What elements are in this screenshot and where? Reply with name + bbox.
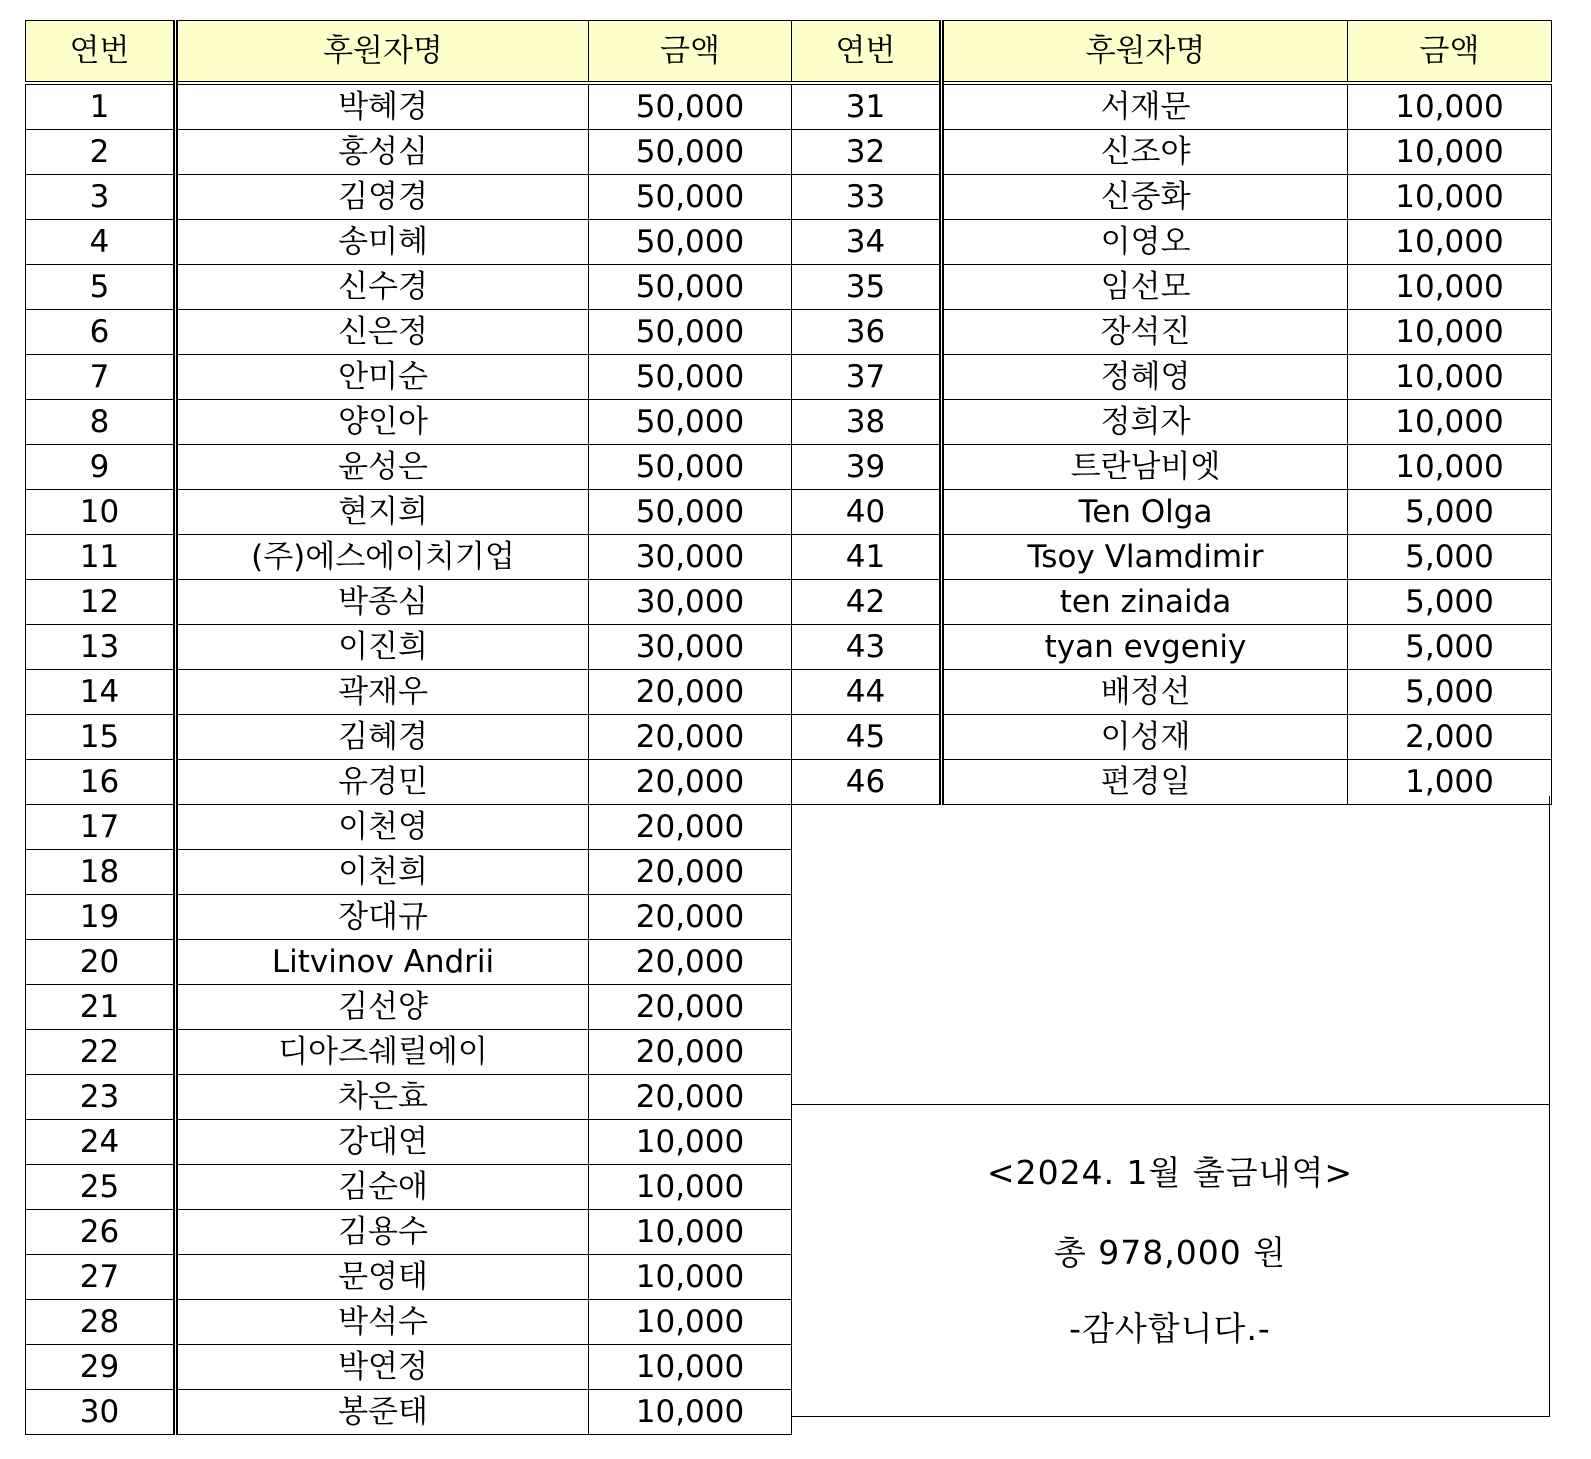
- donor-name-cell: 박혜경: [176, 83, 589, 130]
- table-row: [26, 1390, 792, 1435]
- amount-cell: 50,000: [589, 490, 792, 535]
- donor-name-cell: 윤성은: [176, 445, 589, 490]
- table-row: [792, 310, 1552, 355]
- seq-cell: 5: [26, 265, 176, 310]
- seq-cell: 44: [792, 670, 942, 715]
- amount-cell: 10,000: [1348, 130, 1552, 175]
- donor-name-cell: 장대규: [176, 895, 589, 940]
- donor-name-cell: 차은효: [176, 1075, 589, 1120]
- seq-cell: 26: [26, 1210, 176, 1255]
- seq-cell: 32: [792, 130, 942, 175]
- seq-cell: 23: [26, 1075, 176, 1120]
- seq-cell: 27: [26, 1255, 176, 1300]
- donor-name-cell: (주)에스에이치기업: [176, 535, 589, 580]
- amount-cell: 20,000: [589, 940, 792, 985]
- donor-name-cell: 현지희: [176, 490, 589, 535]
- amount-cell: 10,000: [1348, 400, 1552, 445]
- summary-box: [791, 1105, 1550, 1417]
- seq-cell: 10: [26, 490, 176, 535]
- amount-cell: 2,000: [1348, 715, 1552, 760]
- donor-name-cell: 신중화: [942, 175, 1348, 220]
- table-row: [26, 1075, 792, 1120]
- donor-name-cell: 신수경: [176, 265, 589, 310]
- amount-cell: 20,000: [589, 895, 792, 940]
- amount-cell: 20,000: [589, 1075, 792, 1120]
- seq-cell: 3: [26, 175, 176, 220]
- amount-cell: 30,000: [589, 535, 792, 580]
- donor-name-cell: 박석수: [176, 1300, 589, 1345]
- table-row: [26, 895, 792, 940]
- amount-cell: 50,000: [589, 265, 792, 310]
- table-row: [26, 400, 792, 445]
- seq-cell: 19: [26, 895, 176, 940]
- amount-cell: 10,000: [589, 1120, 792, 1165]
- summary-total: 총 978,000 원: [1053, 1233, 1287, 1272]
- seq-cell: 2: [26, 130, 176, 175]
- seq-cell: 42: [792, 580, 942, 625]
- seq-cell: 34: [792, 220, 942, 265]
- donor-name-cell: 강대연: [176, 1120, 589, 1165]
- table-row: [26, 1210, 792, 1255]
- amount-cell: 10,000: [589, 1255, 792, 1300]
- table-row: [792, 670, 1552, 715]
- donor-name-cell: 디아즈쉐릴에이: [176, 1030, 589, 1075]
- amount-cell: 10,000: [1348, 220, 1552, 265]
- donor-name-cell: 박종심: [176, 580, 589, 625]
- seq-cell: 41: [792, 535, 942, 580]
- amount-cell: 50,000: [589, 83, 792, 130]
- donor-name-cell: ten zinaida: [942, 580, 1348, 625]
- seq-cell: 38: [792, 400, 942, 445]
- donor-name-cell: 장석진: [942, 310, 1348, 355]
- table-row: [792, 535, 1552, 580]
- donor-table-right: [791, 20, 1552, 805]
- table-row: [792, 490, 1552, 535]
- donor-name-cell: 김순애: [176, 1165, 589, 1210]
- table-header-row: [792, 21, 1552, 84]
- donor-name-cell: 정혜영: [942, 355, 1348, 400]
- donor-name-cell: 트란남비엣: [942, 445, 1348, 490]
- amount-cell: 50,000: [589, 310, 792, 355]
- seq-cell: 21: [26, 985, 176, 1030]
- table-row: [26, 1300, 792, 1345]
- donor-name-cell: 김혜경: [176, 715, 589, 760]
- amount-cell: 20,000: [589, 760, 792, 805]
- table-row: [792, 715, 1552, 760]
- table-row: [26, 355, 792, 400]
- table-row: [792, 83, 1552, 130]
- seq-cell: 17: [26, 805, 176, 850]
- donor-name-cell: 문영태: [176, 1255, 589, 1300]
- table-row: [26, 1030, 792, 1075]
- table-row: [26, 625, 792, 670]
- seq-cell: 15: [26, 715, 176, 760]
- table-row: [792, 175, 1552, 220]
- donor-name-cell: Tsoy Vlamdimir: [942, 535, 1348, 580]
- seq-cell: 1: [26, 83, 176, 130]
- donor-name-cell: 봉준태: [176, 1390, 589, 1435]
- donor-name-cell: 이천희: [176, 850, 589, 895]
- donor-name-cell: 유경민: [176, 760, 589, 805]
- seq-cell: 14: [26, 670, 176, 715]
- amount-cell: 30,000: [589, 580, 792, 625]
- donor-name-cell: 신조야: [942, 130, 1348, 175]
- seq-cell: 11: [26, 535, 176, 580]
- amount-cell: 5,000: [1348, 490, 1552, 535]
- donor-name-cell: 홍성심: [176, 130, 589, 175]
- summary-title: <2024. 1월 출금내역>: [986, 1153, 1354, 1192]
- amount-cell: 50,000: [589, 130, 792, 175]
- table-row: [26, 850, 792, 895]
- seq-cell: 29: [26, 1345, 176, 1390]
- amount-cell: 20,000: [589, 1030, 792, 1075]
- seq-cell: 4: [26, 220, 176, 265]
- amount-cell: 10,000: [1348, 445, 1552, 490]
- table-row: [26, 1120, 792, 1165]
- seq-cell: 22: [26, 1030, 176, 1075]
- seq-cell: 37: [792, 355, 942, 400]
- amount-cell: 30,000: [589, 625, 792, 670]
- table-row: [26, 1345, 792, 1390]
- table-row: [26, 985, 792, 1030]
- table-row: [26, 670, 792, 715]
- table-row: [792, 220, 1552, 265]
- amount-cell: 10,000: [1348, 265, 1552, 310]
- donor-name-cell: 신은정: [176, 310, 589, 355]
- seq-cell: 40: [792, 490, 942, 535]
- header-name: 후원자명: [176, 21, 589, 84]
- amount-cell: 5,000: [1348, 580, 1552, 625]
- donor-name-cell: tyan evgeniy: [942, 625, 1348, 670]
- donor-name-cell: 송미혜: [176, 220, 589, 265]
- seq-cell: 28: [26, 1300, 176, 1345]
- donor-name-cell: 이천영: [176, 805, 589, 850]
- header-seq: 연번: [26, 21, 176, 84]
- table-row: [26, 940, 792, 985]
- amount-cell: 50,000: [589, 175, 792, 220]
- summary-thanks: -감사합니다.-: [1069, 1309, 1271, 1348]
- table-row: [26, 445, 792, 490]
- seq-cell: 39: [792, 445, 942, 490]
- amount-cell: 20,000: [589, 715, 792, 760]
- table-row: [792, 130, 1552, 175]
- donor-name-cell: 정희자: [942, 400, 1348, 445]
- donor-name-cell: 이성재: [942, 715, 1348, 760]
- seq-cell: 33: [792, 175, 942, 220]
- donor-name-cell: 서재문: [942, 83, 1348, 130]
- donor-name-cell: 곽재우: [176, 670, 589, 715]
- table-row: [26, 1165, 792, 1210]
- seq-cell: 35: [792, 265, 942, 310]
- table-row: [26, 580, 792, 625]
- table-row: [792, 625, 1552, 670]
- amount-cell: 5,000: [1348, 625, 1552, 670]
- donor-name-cell: 편경일: [942, 760, 1348, 805]
- seq-cell: 8: [26, 400, 176, 445]
- donor-name-cell: Litvinov Andrii: [176, 940, 589, 985]
- donor-name-cell: 배정선: [942, 670, 1348, 715]
- donor-name-cell: 김선양: [176, 985, 589, 1030]
- donor-name-cell: 이진희: [176, 625, 589, 670]
- header-amount: 금액: [589, 21, 792, 84]
- seq-cell: 16: [26, 760, 176, 805]
- seq-cell: 43: [792, 625, 942, 670]
- amount-cell: 20,000: [589, 805, 792, 850]
- donor-name-cell: 양인아: [176, 400, 589, 445]
- table-row: [26, 715, 792, 760]
- amount-cell: 20,000: [589, 670, 792, 715]
- amount-cell: 10,000: [589, 1210, 792, 1255]
- table-row: [26, 220, 792, 265]
- table-row: [26, 805, 792, 850]
- seq-cell: 36: [792, 310, 942, 355]
- table-row: [792, 355, 1552, 400]
- header-seq: 연번: [792, 21, 942, 84]
- amount-cell: 50,000: [589, 220, 792, 265]
- seq-cell: 45: [792, 715, 942, 760]
- amount-cell: 5,000: [1348, 670, 1552, 715]
- table-row: [26, 535, 792, 580]
- amount-cell: 10,000: [1348, 175, 1552, 220]
- donor-name-cell: 이영오: [942, 220, 1348, 265]
- header-amount: 금액: [1348, 21, 1552, 84]
- donor-table-left: [25, 20, 792, 1435]
- table-header-row: [26, 21, 792, 84]
- amount-cell: 10,000: [589, 1390, 792, 1435]
- amount-cell: 10,000: [589, 1345, 792, 1390]
- table-row: [26, 265, 792, 310]
- seq-cell: 20: [26, 940, 176, 985]
- seq-cell: 9: [26, 445, 176, 490]
- donor-name-cell: 안미순: [176, 355, 589, 400]
- amount-cell: 50,000: [589, 445, 792, 490]
- seq-cell: 24: [26, 1120, 176, 1165]
- donor-name-cell: 김영경: [176, 175, 589, 220]
- table-row: [26, 175, 792, 220]
- seq-cell: 18: [26, 850, 176, 895]
- table-row: [26, 130, 792, 175]
- seq-cell: 13: [26, 625, 176, 670]
- amount-cell: 10,000: [1348, 83, 1552, 130]
- amount-cell: 20,000: [589, 850, 792, 895]
- amount-cell: 10,000: [1348, 310, 1552, 355]
- amount-cell: 10,000: [1348, 355, 1552, 400]
- amount-cell: 10,000: [589, 1300, 792, 1345]
- table-row: [26, 490, 792, 535]
- seq-cell: 12: [26, 580, 176, 625]
- seq-cell: 31: [792, 83, 942, 130]
- amount-cell: 10,000: [589, 1165, 792, 1210]
- amount-cell: 50,000: [589, 355, 792, 400]
- table-row: [26, 83, 792, 130]
- amount-cell: 20,000: [589, 985, 792, 1030]
- seq-cell: 25: [26, 1165, 176, 1210]
- table-row: [792, 445, 1552, 490]
- amount-cell: 5,000: [1348, 535, 1552, 580]
- seq-cell: 6: [26, 310, 176, 355]
- donor-name-cell: 박연정: [176, 1345, 589, 1390]
- donor-name-cell: 김용수: [176, 1210, 589, 1255]
- seq-cell: 30: [26, 1390, 176, 1435]
- table-row: [26, 310, 792, 355]
- table-row: [792, 400, 1552, 445]
- header-name: 후원자명: [942, 21, 1348, 84]
- empty-cell-area: [791, 796, 1550, 1105]
- seq-cell: 7: [26, 355, 176, 400]
- donor-name-cell: 임선모: [942, 265, 1348, 310]
- amount-cell: 1,000: [1348, 760, 1552, 805]
- table-row: [26, 760, 792, 805]
- amount-cell: 50,000: [589, 400, 792, 445]
- table-row: [792, 265, 1552, 310]
- seq-cell: 46: [792, 760, 942, 805]
- table-row: [26, 1255, 792, 1300]
- donor-name-cell: Ten Olga: [942, 490, 1348, 535]
- table-row: [792, 580, 1552, 625]
